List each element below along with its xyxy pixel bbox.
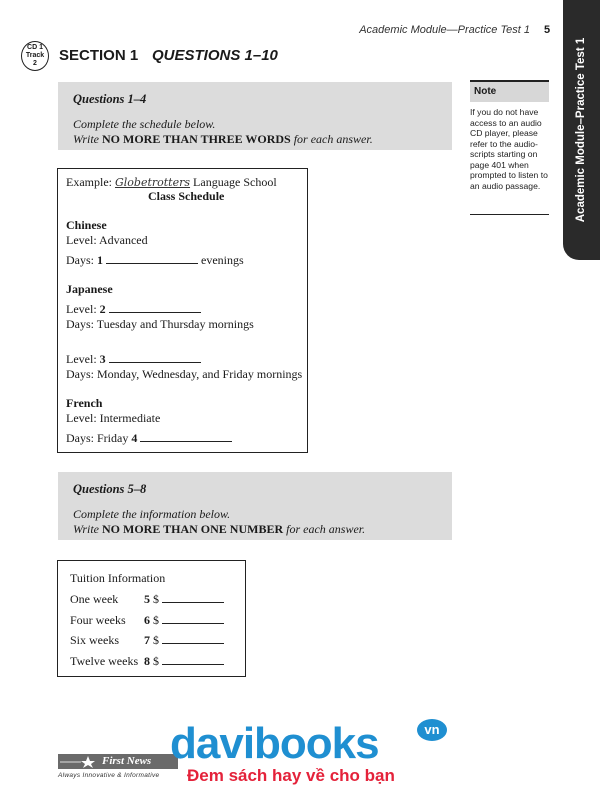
level-label: Level: (66, 352, 97, 366)
currency: $ (153, 654, 159, 668)
instructions-heading: Questions 5–8 (73, 482, 147, 496)
currency: $ (153, 592, 159, 606)
chinese-heading: Chinese (66, 218, 107, 232)
tuition-row-label: Four weeks (70, 613, 126, 627)
tuition-row-answer (144, 654, 224, 669)
answer-blank-3[interactable] (109, 353, 201, 363)
tuition-row-label: Six weeks (70, 633, 119, 647)
instr-post: for each answer. (293, 132, 373, 146)
question-number: 4 (131, 431, 138, 445)
days-after: evenings (201, 253, 244, 267)
currency: $ (153, 613, 159, 627)
japanese-days-1: Days: Tuesday and Thursday mornings (66, 317, 254, 331)
french-days (66, 431, 232, 446)
running-header: Academic Module—Practice Test 1 (359, 24, 530, 36)
first-news-logo: First News (102, 755, 152, 767)
chinese-days (66, 253, 244, 268)
tuition-row-label: One week (70, 592, 119, 606)
instr-bold: NO MORE THAN ONE NUMBER (102, 522, 284, 536)
tuition-info-box (57, 560, 246, 677)
question-number: 1 (97, 253, 103, 267)
cd-track-badge (21, 41, 49, 71)
answer-blank-4[interactable] (140, 432, 232, 442)
answer-blank-8[interactable] (162, 655, 224, 665)
example-rest: Language School (193, 175, 277, 189)
instructions-line: Complete the schedule below. (73, 117, 216, 131)
instructions-heading: Questions 1–4 (73, 92, 147, 106)
question-number: 7 (144, 633, 150, 647)
cd-label: CD 1 (27, 44, 43, 51)
note-heading: Note (470, 80, 549, 102)
japanese-level-2 (66, 352, 201, 367)
chinese-level: Level: Advanced (66, 233, 148, 247)
answer-blank-2[interactable] (109, 303, 201, 313)
days-label: Days: Friday (66, 431, 129, 445)
instructions-box-2 (58, 472, 452, 540)
page-number: 5 (544, 24, 551, 36)
instr-pre: Write (73, 132, 99, 146)
currency: $ (153, 633, 159, 647)
class-schedule-box (57, 168, 308, 453)
answer-blank-7[interactable] (162, 634, 224, 644)
level-label: Level: (66, 302, 97, 316)
instructions-line: Complete the information below. (73, 507, 231, 521)
side-tab (563, 0, 600, 260)
japanese-days-2: Days: Monday, Wednesday, and Friday mornings (66, 367, 303, 381)
davibooks-logo: davibooks (170, 719, 379, 768)
answer-blank-6[interactable] (162, 614, 224, 624)
tuition-row-answer (144, 592, 224, 607)
track-number: 2 (33, 60, 37, 67)
answer-blank-5[interactable] (162, 593, 224, 603)
davibooks-tagline: Đem sách hay về cho bạn (187, 766, 395, 785)
instructions-box-1 (58, 82, 452, 150)
note-body: If you do not have access to an audio CD player, please refer to the audio-scripts starting on page 401 when prompted to listen to an audio passage. (470, 107, 548, 191)
japanese-level (66, 302, 201, 317)
question-number: 6 (144, 613, 150, 627)
example-answer: Globetrotters (114, 176, 191, 189)
japanese-heading: Japanese (66, 282, 113, 296)
question-number: 2 (99, 302, 106, 316)
french-heading: French (66, 396, 103, 410)
question-number: 3 (99, 352, 106, 366)
answer-blank-1[interactable] (106, 254, 198, 264)
tuition-row-answer (144, 613, 224, 628)
section-title: SECTION 1 (59, 47, 139, 64)
french-level: Level: Intermediate (66, 411, 161, 425)
track-label: Track (25, 52, 45, 59)
instr-pre: Write (73, 522, 99, 536)
instructions-line (73, 132, 452, 147)
instr-post: for each answer. (286, 522, 366, 536)
question-number: 8 (144, 654, 150, 668)
note-divider (470, 214, 549, 215)
first-news-slogan: Always Innovative & Informative (58, 772, 160, 779)
days-label: Days: (66, 253, 94, 267)
instructions-line (73, 522, 452, 537)
example-label: Example: (66, 175, 112, 189)
star-icon (58, 754, 98, 769)
section-questions: QUESTIONS 1–10 (152, 47, 278, 64)
side-tab-label: Academic Module–Practice Test 1 (575, 37, 587, 223)
question-number: 5 (144, 592, 150, 606)
example-line (66, 175, 277, 190)
vn-badge: vn (417, 719, 447, 741)
tuition-row-label: Twelve weeks (70, 654, 139, 668)
instr-bold: NO MORE THAN THREE WORDS (102, 132, 291, 146)
tuition-title: Tuition Information (70, 571, 166, 585)
tuition-row-answer (144, 633, 224, 648)
schedule-title: Class Schedule (148, 189, 225, 203)
